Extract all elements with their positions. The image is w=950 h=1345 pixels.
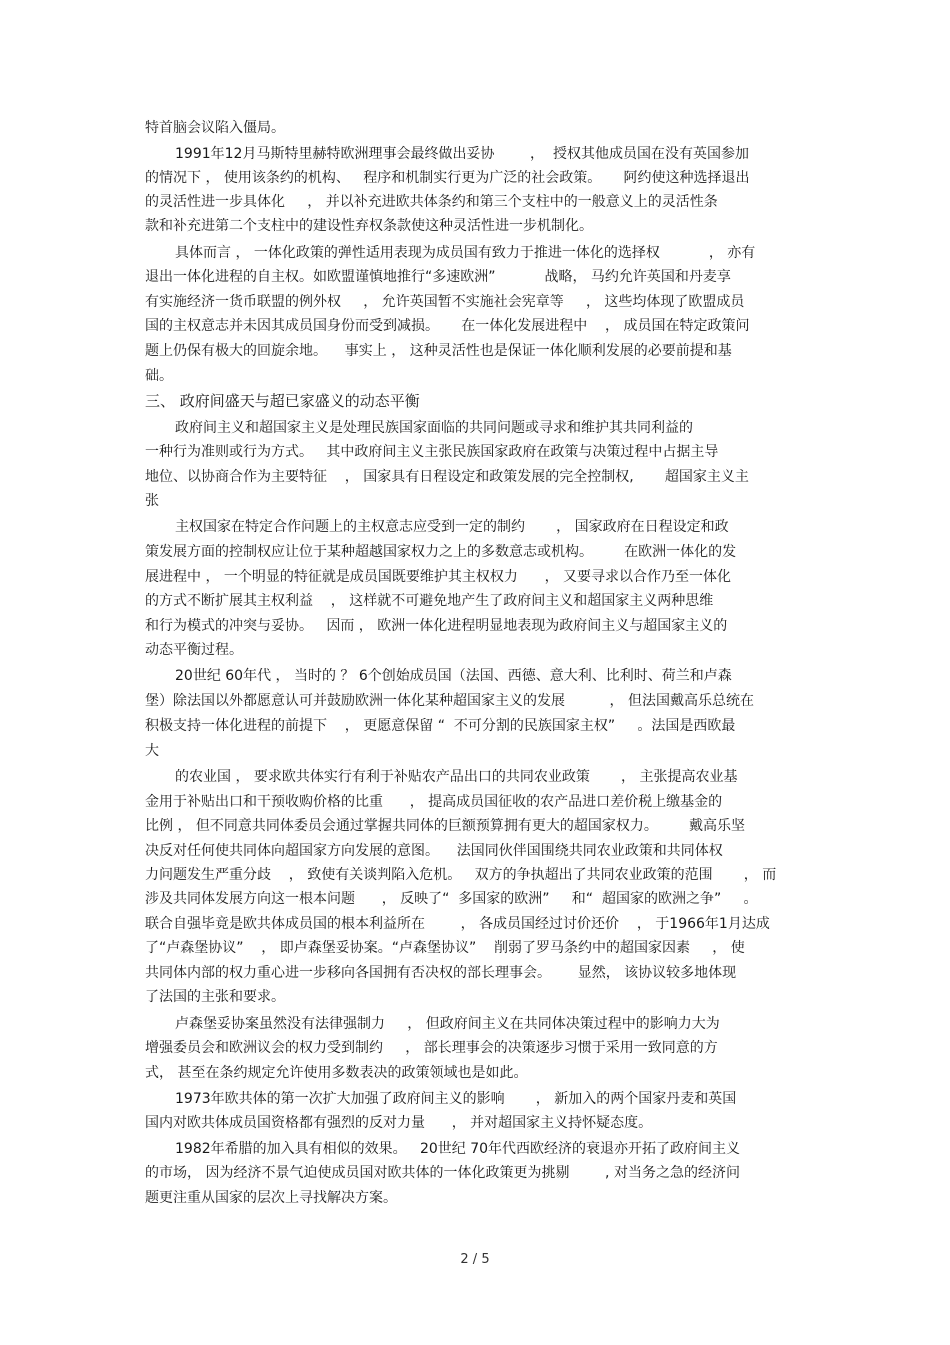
text-line: 1973年欧共体的第一次扩大加强了政府间主义的影响 ， 新加入的两个国家丹麦和英国 bbox=[175, 1091, 737, 1107]
text-line: 式， 甚至在条约规定允许使用多数表决的政策领域也是如此。 bbox=[145, 1065, 528, 1081]
text-line: 卢森堡妥协案虽然没有法律强制力 ， 但政府间主义在共同体决策过程中的影响力大为 bbox=[175, 1016, 720, 1032]
text-line: 退出一体化进程的自主权。如欧盟谨慎地推行“多速欧洲” 战略， 马约允许英国和丹麦享 bbox=[145, 269, 731, 285]
text-line: 国内对欧共体成员国资格都有强烈的反对力量 ， 并对超国家主义持怀疑态度。 bbox=[145, 1115, 653, 1131]
text-line: 1991年12月马斯特里赫特欧洲理事会最终做出妥协 ， 授权其他成员国在没有英国参加 bbox=[175, 146, 749, 162]
text-line: 款和补充进第二个支柱中的建设性弃权条款使这种灵活性进一步机制化。 bbox=[145, 218, 593, 234]
text-line: 联合自强毕竟是欧共体成员国的根本利益所在 ， 各成员国经过讨价还价 ， 于1966年1月达成 bbox=[145, 916, 770, 932]
text-line: 积极支持一体化进程的前提下 ， 更愿意保留 “ 不可分割的民族国家主权” 。法国是西欧最 bbox=[145, 718, 736, 734]
text-line: 动态平衡过程。 bbox=[145, 642, 243, 658]
text-line: 的方式不断扩展其主权利益 ， 这样就不可避免地产生了政府间主义和超国家主义两种思维 bbox=[145, 593, 714, 609]
text-line: 增强委员会和欧洲议会的权力受到制约 ， 部长理事会的决策逐步习惯于采用一致同意的方 bbox=[145, 1040, 718, 1056]
text-line: 大 bbox=[145, 743, 159, 759]
text-line: 有实施经济一货币联盟的例外权 ， 允许英国暂不实施社会宪章等 ， 这些均体现了欧盟成员 bbox=[145, 294, 745, 310]
text-line: 的农业国 ， 要求欧共体实行有利于补贴农产品出口的共同农业政策 ， 主张提高农业基 bbox=[175, 769, 738, 785]
text-line: 的灵活性进一步具体化 ， 并以补充进欧共体条约和第三个支柱中的一般意义上的灵活性条 bbox=[145, 194, 718, 210]
text-line: 题更注重从国家的层次上寻找解决方案。 bbox=[145, 1190, 397, 1206]
text-line: 具体而言 ， 一体化政策的弹性适用表现为成员国有致力于推进一体化的选择权 ， 亦有 bbox=[175, 245, 756, 261]
text-line: 1982年希腊的加入具有相似的效果。 20世纪 70年代西欧经济的衰退亦开拓了政府间主义 bbox=[175, 1141, 741, 1157]
text-line: 共同体内部的权力重心进一步移向各国拥有否决权的部长理事会。 显然， 该协议较多地体现 bbox=[145, 965, 737, 981]
text-line: 堡）除法国以外都愿意认可并鼓励欧洲一体化某种超国家主义的发展 ， 但法国戴高乐总统在 bbox=[145, 693, 754, 709]
text-line: 展进程中 ， 一个明显的特征就是成员国既要维护其主权权力 ， 又要寻求以合作乃至一体化 bbox=[145, 569, 732, 585]
text-line: 张 bbox=[145, 493, 159, 509]
text-line: 金用于补贴出口和干预收购价格的比重 ， 提高成员国征收的农产品进口差价税上缴基金的 bbox=[145, 794, 723, 810]
text-line: 的情况下 ， 使用该条约的机构、 程序和机制实行更为广泛的社会政策。 阿约使这种选择退出 bbox=[145, 170, 750, 186]
text-line: 20世纪 60年代 ， 当时的 ？ 6个创始成员国（法国、西德、意大利、比利时、荷兰和卢森 bbox=[175, 668, 732, 684]
section-heading: 三、 政府间盛天与超已家盛义的动态平衡 bbox=[145, 392, 420, 410]
text-line: 础。 bbox=[145, 368, 173, 384]
text-line: 政府间主义和超国家主义是处理民族国家面临的共同问题或寻求和维护其共同利益的 bbox=[175, 420, 693, 436]
text-line: 了“卢森堡协议” ， 即卢森堡妥协案。“卢森堡协议” 削弱了罗马条约中的超国家因素 ， 使 bbox=[145, 940, 745, 956]
text-line: 策发展方面的控制权应让位于某种超越国家权力之上的多数意志或机构。 在欧洲一体化的发 bbox=[145, 544, 737, 560]
text-line: 题上仍保有极大的回旋余地。 事实上 ， 这种灵活性也是保证一体化顺利发展的必要前提和基 bbox=[145, 343, 732, 359]
text-line: 特首脑会议陷入僵局。 bbox=[145, 120, 285, 136]
text-line: 地位、以协商合作为主要特征 ， 国家具有日程设定和政策发展的完全控制权, 超国家主义主 bbox=[145, 469, 749, 485]
text-line: 决反对任何使共同体向超国家方向发展的意图。 法国同伙伴国围绕共同农业政策和共同体权 bbox=[145, 843, 723, 859]
text-line: 力问题发生严重分歧 ， 致使有关谈判陷入危机。 双方的争执超出了共同农业政策的范围 ， 而 bbox=[145, 867, 777, 883]
text-line: 一种行为准则或行为方式。 其中政府间主义主张民族国家政府在政策与决策过程中占据主导 bbox=[145, 444, 719, 460]
text-line: 了法国的主张和要求。 bbox=[145, 989, 285, 1005]
text-line: 涉及共同体发展方向这一根本问题 ， 反映了“ 多国家的欧洲” 和“ 超国家的欧洲之争” 。 bbox=[145, 891, 758, 907]
text-line: 国的主权意志并未因其成员国身份而受到减损。 在一体化发展进程中 ， 成员国在特定政策问 bbox=[145, 318, 750, 334]
text-line: 主权国家在特定合作问题上的主权意志应受到一定的制约 ， 国家政府在日程设定和政 bbox=[175, 519, 729, 535]
page-number: 2 / 5 bbox=[460, 1252, 490, 1267]
text-line: 的市场， 因为经济不景气迫使成员国对欧共体的一体化政策更为挑剔 , 对当务之急的经济问 bbox=[145, 1165, 740, 1181]
text-line: 和行为模式的冲突与妥协。 因而 ， 欧洲一体化进程明显地表现为政府间主义与超国家主义的 bbox=[145, 618, 728, 634]
text-line: 比例 ， 但不同意共同体委员会通过掌握共同体的巨额预算拥有更大的超国家权力。 戴高乐坚 bbox=[145, 818, 746, 834]
